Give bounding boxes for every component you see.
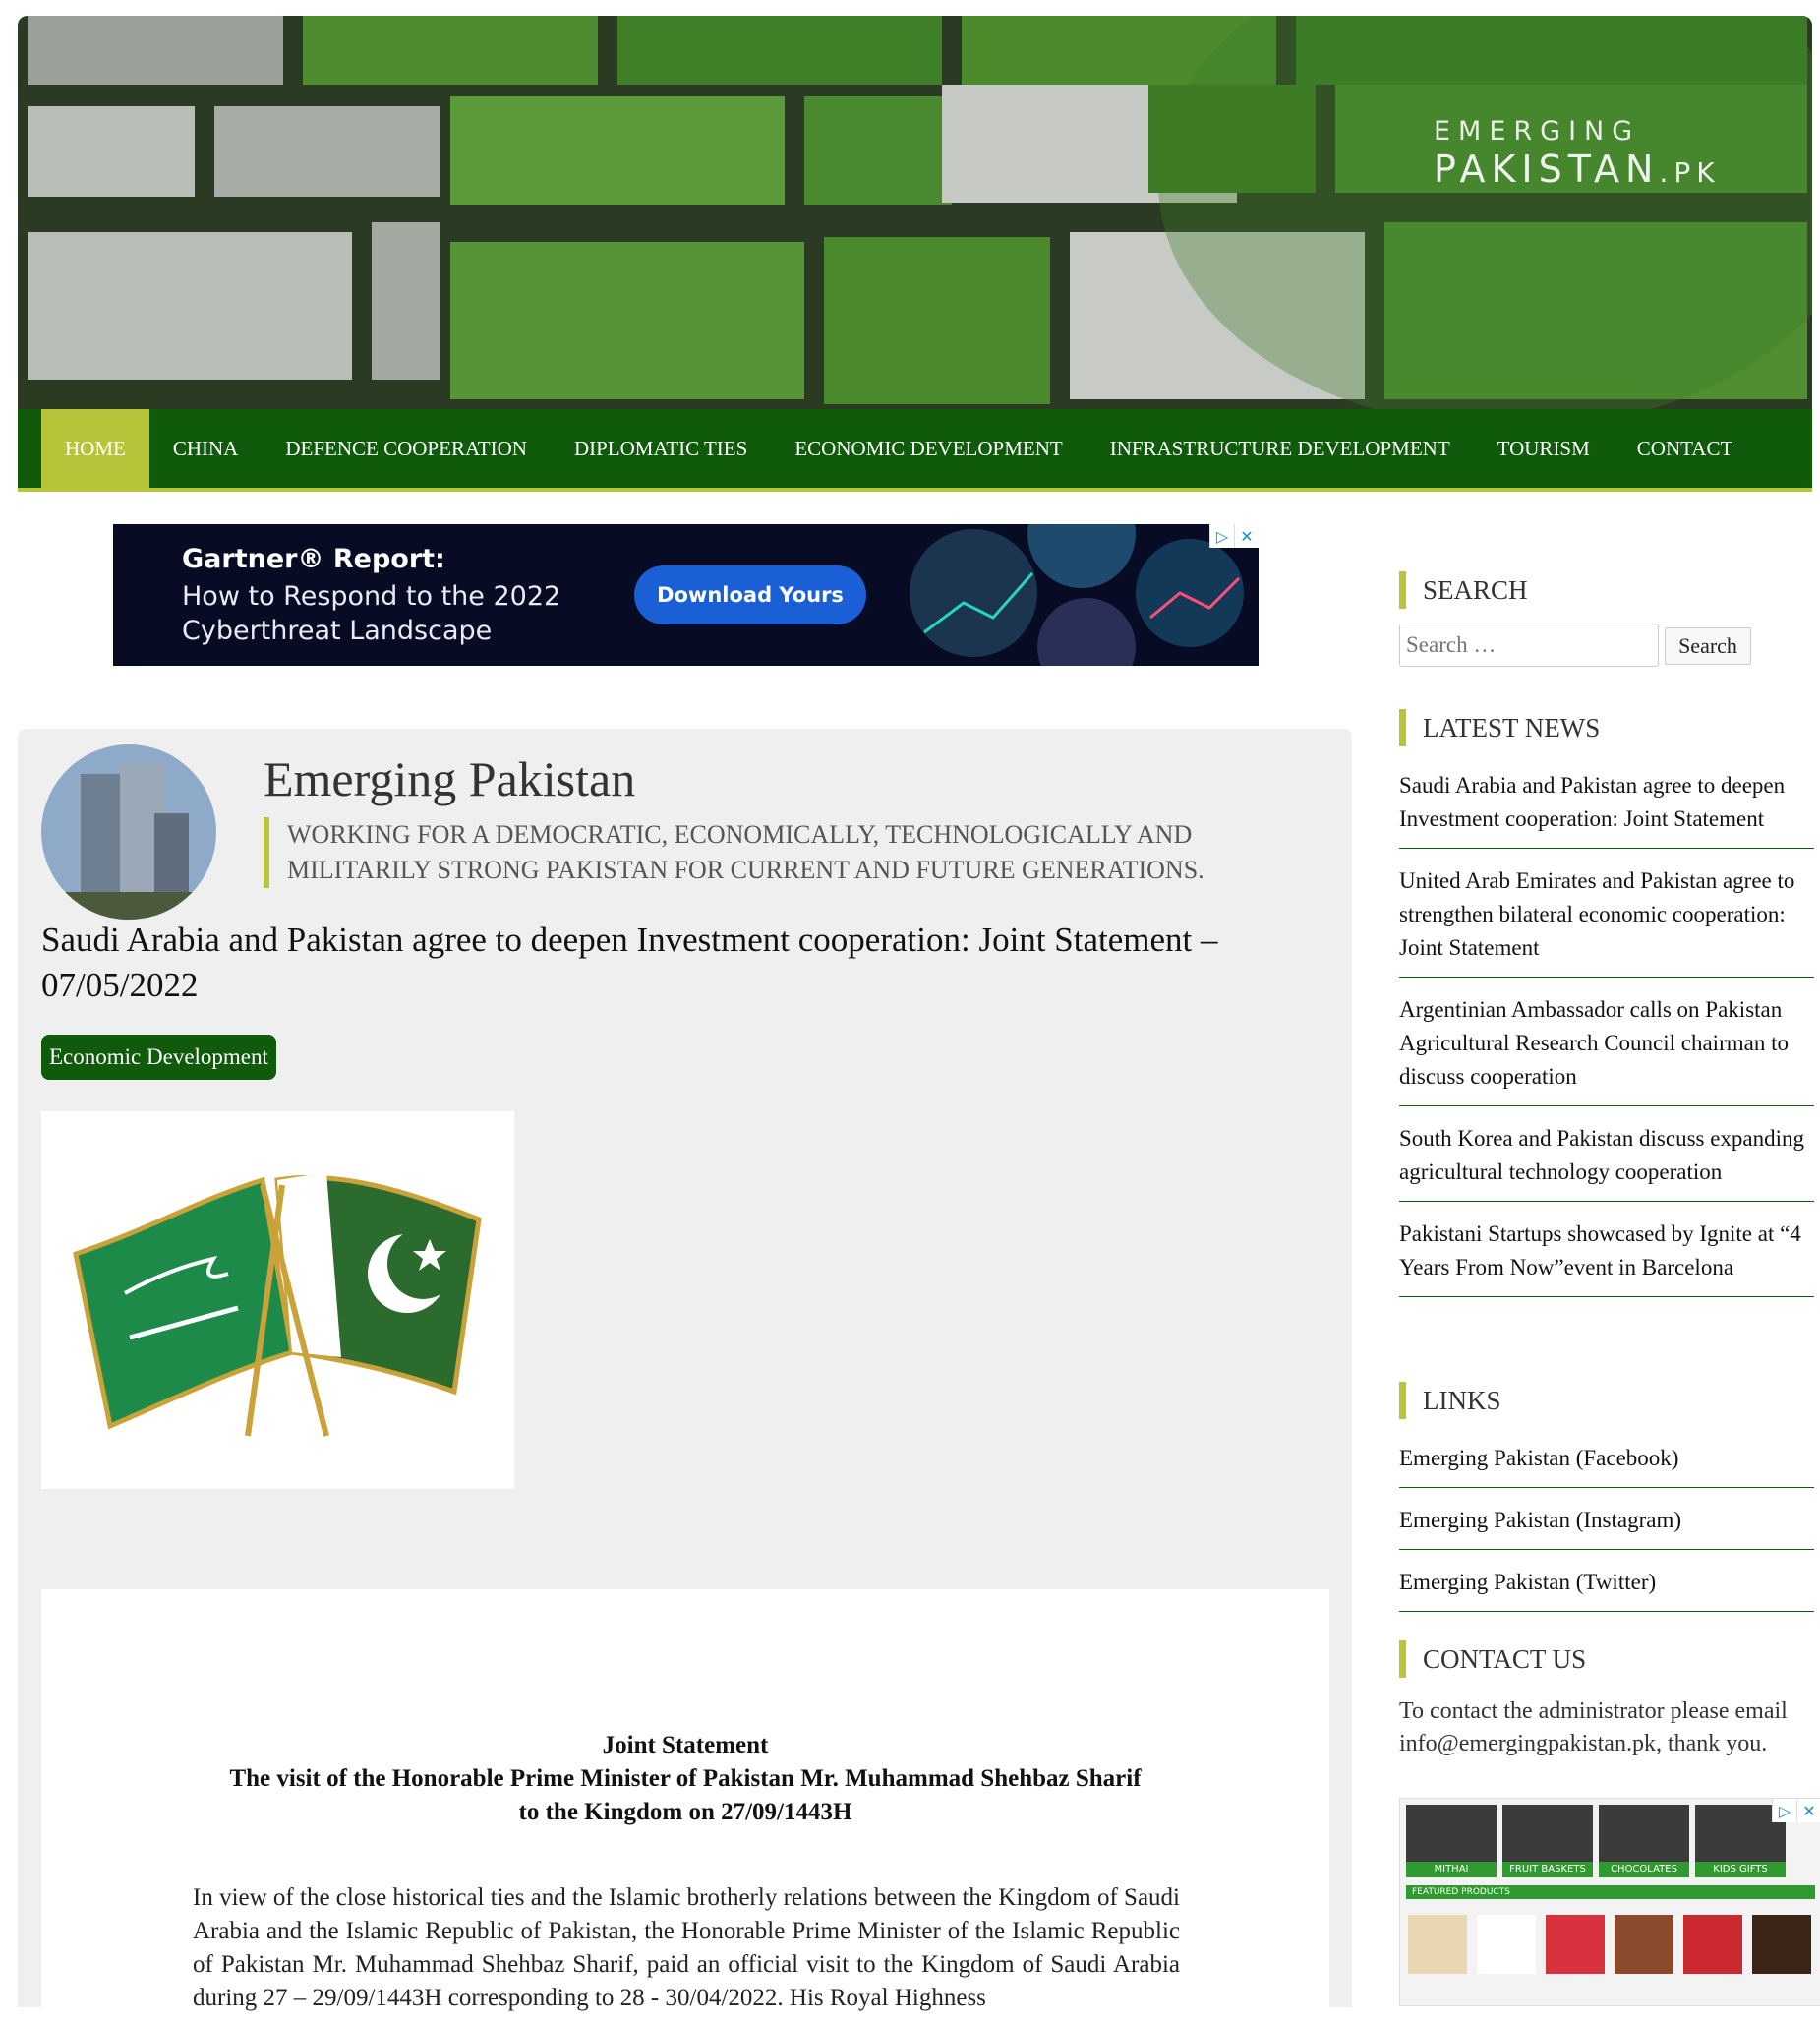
- ad-tab-chocolates[interactable]: [1599, 1805, 1689, 1877]
- ad-title: Gartner® Report:: [182, 544, 445, 574]
- ad-featured-bar: FEATURED PRODUCTS: [1406, 1885, 1815, 1899]
- ad-side-controls: [1772, 1799, 1820, 1822]
- nav-contact[interactable]: CONTACT: [1636, 436, 1733, 460]
- ad-close-icon[interactable]: ✕: [1234, 524, 1259, 548]
- logo-line2: [1434, 148, 1721, 191]
- nav-tourism[interactable]: TOURISM: [1497, 436, 1590, 460]
- ad-controls: [1209, 524, 1259, 548]
- ad-graphic: [905, 524, 1259, 666]
- news-item[interactable]: Argentinian Ambassador calls on Pakistan Agricultural Research Council chairman to discuss cooperation: [1399, 989, 1814, 1106]
- ad-banner-side[interactable]: [1399, 1798, 1820, 2006]
- logo-name: PAKISTAN: [1434, 148, 1660, 191]
- news-item[interactable]: South Korea and Pakistan discuss expanding agricultural technology cooperation: [1399, 1118, 1814, 1202]
- news-item[interactable]: Pakistani Startups showcased by Ignite at “4 Years From Now”event in Barcelona: [1399, 1214, 1814, 1297]
- nav-diplomatic-ties[interactable]: DIPLOMATIC TIES: [573, 436, 748, 460]
- search-widget-title: SEARCH: [1399, 571, 1528, 609]
- nav-infrastructure-development[interactable]: INFRASTRUCTURE DEVELOPMENT: [1109, 436, 1450, 460]
- ad-subtitle: [182, 579, 560, 648]
- ad-tab-mithai[interactable]: [1406, 1805, 1497, 1877]
- brick-wall-image: [18, 16, 1812, 409]
- ad-tab-label: MITHAI: [1406, 1862, 1497, 1877]
- ad-tab-label: CHOCOLATES: [1599, 1862, 1689, 1877]
- link-twitter[interactable]: Emerging Pakistan (Twitter): [1399, 1562, 1814, 1612]
- site-tagline: WORKING FOR A DEMOCRATIC, ECONOMICALLY, TECHNOLOGICALLY AND MILITARILY STRONG PAKISTAN FOR CURRENT AND FUTURE GENERATIONS.: [264, 817, 1329, 888]
- news-item[interactable]: Saudi Arabia and Pakistan agree to deepen Investment cooperation: Joint Statement: [1399, 765, 1814, 849]
- logo-line1: EMERGING: [1434, 116, 1641, 147]
- link-facebook[interactable]: Emerging Pakistan (Facebook): [1399, 1438, 1814, 1488]
- links-title: LINKS: [1399, 1382, 1501, 1419]
- contact-us-title: CONTACT US: [1399, 1640, 1586, 1678]
- site-title[interactable]: Emerging Pakistan: [264, 751, 636, 806]
- ad-download-button[interactable]: Download Yours: [634, 565, 866, 624]
- news-item[interactable]: United Arab Emirates and Pakistan agree to strengthen bilateral economic cooperation: Joint Statement: [1399, 861, 1814, 978]
- flags-pin-image: [41, 1111, 514, 1489]
- doc-heading: Joint Statement: [602, 1732, 769, 1758]
- ad-line2: Cyberthreat Landscape: [182, 616, 493, 646]
- ad-side-info-icon[interactable]: ▷: [1772, 1799, 1796, 1822]
- site-avatar: [41, 744, 216, 920]
- ad-line1: How to Respond to the 2022: [182, 581, 561, 612]
- main-navigation: [18, 409, 1812, 492]
- links-list: [1399, 1438, 1814, 1624]
- ad-side-close-icon[interactable]: ✕: [1796, 1799, 1820, 1822]
- nav-home[interactable]: HOME: [41, 409, 149, 488]
- category-badge[interactable]: Economic Development: [41, 1035, 276, 1080]
- nav-china[interactable]: CHINA: [172, 436, 239, 460]
- joint-statement-document: [41, 1589, 1329, 2022]
- contact-text: To contact the administrator please email info@emergingpakistan.pk, thank you.: [1399, 1698, 1788, 1756]
- doc-subheading-date: to the Kingdom on 27/09/1443H: [518, 1799, 852, 1825]
- ad-tab-label: FRUIT BASKETS: [1502, 1862, 1593, 1877]
- ad-tab-label: KIDS GIFTS: [1695, 1862, 1786, 1877]
- doc-subheading: The visit of the Honorable Prime Minister of Pakistan Mr. Muhammad Shehbaz Sharif: [229, 1765, 1142, 1792]
- ad-info-icon[interactable]: ▷: [1209, 524, 1234, 548]
- header-banner: [18, 16, 1812, 409]
- search-button[interactable]: Search: [1665, 627, 1751, 665]
- latest-news-list: [1399, 765, 1814, 1309]
- nav-economic-development[interactable]: ECONOMIC DEVELOPMENT: [794, 436, 1063, 460]
- link-instagram[interactable]: Emerging Pakistan (Instagram): [1399, 1500, 1814, 1550]
- ad-banner-top[interactable]: [113, 524, 1259, 666]
- nav-defence-cooperation[interactable]: DEFENCE COOPERATION: [285, 436, 527, 460]
- ad-tab-fruit-baskets[interactable]: [1502, 1805, 1593, 1877]
- ad-products-graphic: [1404, 1905, 1817, 1993]
- post-title: Saudi Arabia and Pakistan agree to deepen Investment cooperation: Joint Statement – 07/05/2022: [41, 921, 1218, 1004]
- search-input[interactable]: [1399, 624, 1659, 667]
- latest-news-title: LATEST NEWS: [1399, 709, 1600, 746]
- main-content: [18, 729, 1352, 2011]
- logo-suffix: .PK: [1659, 156, 1721, 189]
- doc-body: In view of the close historical ties and the Islamic brotherly relations between the Kingdom of Saudi Arabia and the Islamic Republic of Pakistan, the Honorable Prime Minister of the Islamic Republic of Pakistan Mr. Muhammad Shehbaz Sharif, paid an official visit to the Kingdom of Saudi Arabia during 27 – 29/09/1443H corresponding to 28 - 30/04/2022. His Royal Highness: [193, 1884, 1180, 2011]
